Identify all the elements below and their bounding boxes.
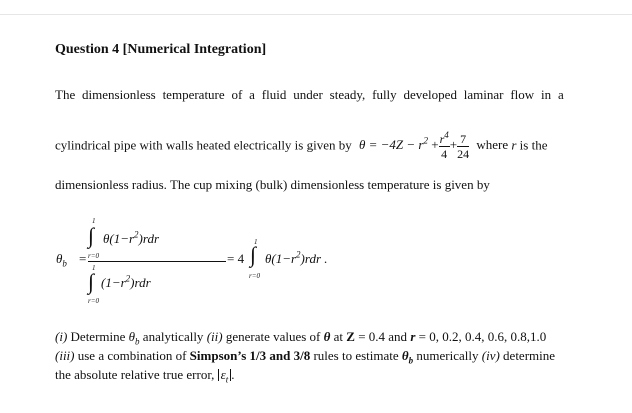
task-ii-label: (ii): [206, 329, 223, 344]
task-i-text-post: analytically: [142, 329, 204, 344]
task-ii-at: at: [333, 329, 344, 344]
task-iv-label: (iv): [481, 348, 500, 363]
task-iii-label: (iii): [55, 348, 75, 363]
formula-plus-1: +: [431, 137, 439, 153]
task-ii-r: r: [410, 329, 416, 344]
abs-error-symbol: $\varepsilon_t$: [218, 369, 232, 381]
intro-line-2-post-pre: where: [476, 137, 509, 153]
intro-line-2-text: cylindrical pipe with walls heated electrically is given by: [55, 137, 352, 153]
task-i-label: (i): [55, 329, 68, 344]
theta-b-symbol: $\theta_b$: [56, 251, 67, 269]
question-heading: Question 4 [Numerical Integration]: [55, 42, 267, 57]
intro-line-2: [55, 130, 548, 161]
task-ii-Z-val: = 0.4 and: [358, 329, 408, 344]
task-iii-text-post: numerically: [416, 348, 479, 363]
task-iii-text-pre: use a combination of: [77, 348, 187, 363]
task-iii-text-mid: rules to estimate: [313, 348, 399, 363]
num-integral-icon: ∫: [88, 223, 95, 248]
numerator-expression: $\theta(1-r^2)rdr$: [103, 229, 160, 246]
fraction-r4-over-4: [439, 130, 450, 161]
task-iv-text-pre: determine: [503, 348, 556, 363]
frac1-num: r: [439, 132, 445, 146]
frac2-num: 7: [457, 133, 469, 147]
den-lower-limit: r=0: [88, 297, 99, 305]
task-line-1: [55, 327, 555, 346]
top-divider: [0, 14, 632, 15]
fraction-7-over-24: [457, 133, 469, 160]
rhs-integral-icon: ∫: [250, 242, 257, 267]
bulk-temperature-equation: [55, 217, 405, 307]
rhs-lower-limit: r=0: [249, 272, 260, 280]
intro-line-3: dimensionless radius. The cup mixing (bulk) dimensionless temperature is given by: [55, 177, 490, 192]
num-lower-limit: r=0: [88, 252, 99, 260]
task-list: [55, 327, 555, 384]
task-ii-r-vals: = 0, 0.2, 0.4, 0.6, 0.8,1.0: [418, 329, 547, 344]
task-ii-Z: Z: [346, 329, 355, 344]
formula-plus-2: +: [449, 137, 458, 153]
formula-exp: 2: [423, 136, 428, 147]
intro-line-1: The dimensionless temperature of a fluid under steady, fully developed laminar flow in a: [55, 87, 564, 102]
theta-formula: [358, 130, 472, 161]
final-period: .: [231, 367, 235, 382]
frac1-den: 4: [441, 147, 448, 161]
radius-var: r: [511, 137, 517, 153]
equals-sign: =: [79, 251, 87, 266]
task-i-text-pre: Determine: [70, 329, 126, 344]
formula-lhs: θ = −4Z − r: [358, 137, 424, 153]
rhs-prefix: = 4: [227, 251, 245, 266]
denominator-expression: $(1-r^2)rdr$: [101, 273, 151, 290]
task-iii-var: $\theta_b$: [401, 348, 414, 366]
task-iii-bold: Simpson’s 1/3 and 3/8: [189, 348, 311, 363]
task-i-var: $\theta_b$: [128, 329, 140, 347]
intro-line-2-post: is the: [519, 137, 548, 153]
frac2-den: 24: [457, 147, 470, 161]
den-integral-icon: ∫: [88, 269, 95, 294]
task-ii-text-pre: generate values of: [225, 329, 321, 344]
rhs-expression: $\theta(1-r^2)rdr$ .: [265, 249, 328, 266]
task-line-2: [55, 346, 555, 365]
rhs-upper-limit: 1: [254, 238, 258, 246]
frac1-num-exp: 4: [444, 130, 449, 140]
task-line-3: [55, 365, 555, 384]
num-upper-limit: 1: [92, 217, 96, 225]
den-upper-limit: 1: [92, 264, 96, 272]
task-iv-line3: the absolute relative true error,: [55, 367, 215, 382]
task-ii-theta: θ: [323, 329, 331, 344]
fraction-bar: [88, 261, 226, 262]
